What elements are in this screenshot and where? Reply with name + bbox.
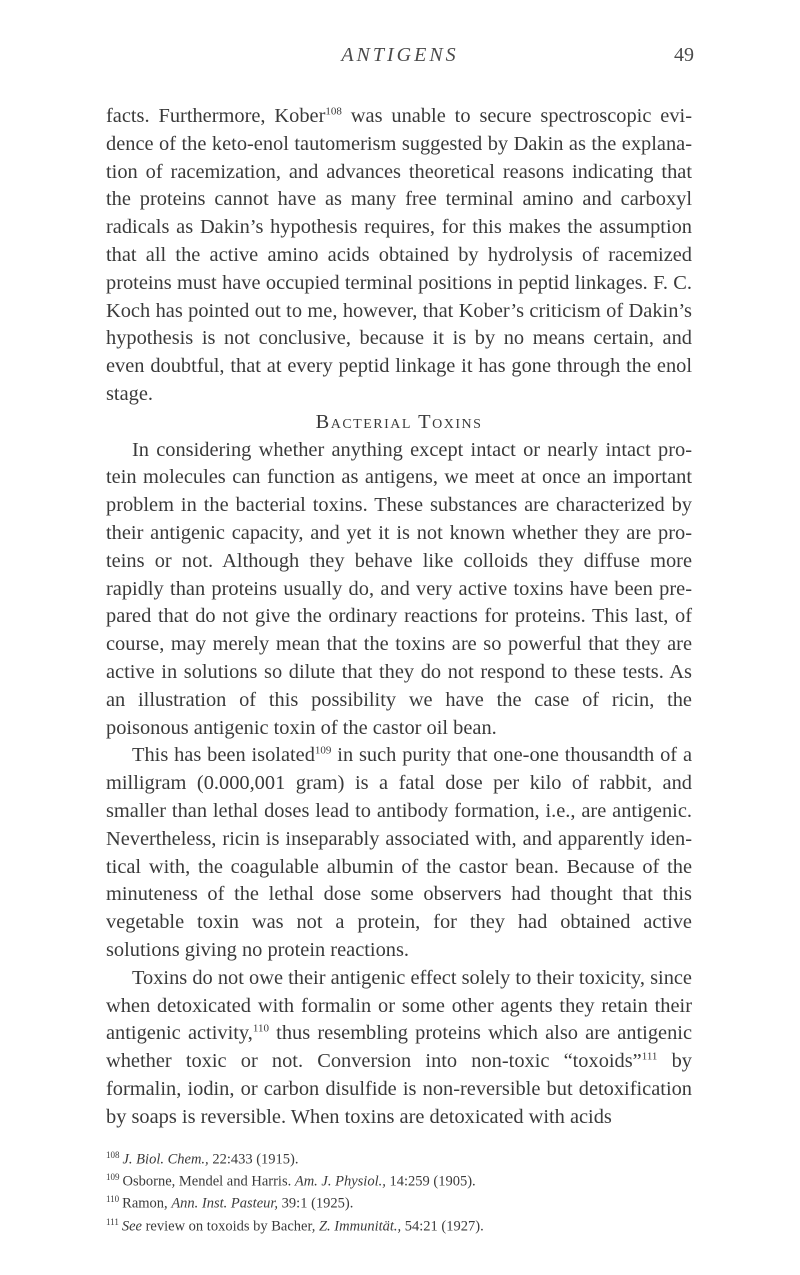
paragraph-continuation: facts. Furthermore, Kober$^{108}$ was unable to secure spectroscopic evidence of the keto-enol tautomerism suggested by Dakin as the explanation of racemization, and advances theoretical reasons indicating that the proteins cannot have as many free terminal amino and carboxyl radicals as Dakin’s hypothesis requires, for this makes the assumption that all the active amino acids obtained by hydrolysis of racemized proteins must have occupied terminal positions in peptid linkages. F. C. Koch has pointed out to me, however, that Kober’s criticism of Dakin’s hypothesis is not conclusive, because it is by no means certain, and even doubtful, that at every peptid linkage it has gone through the enol stage. bbox=[106, 105, 693, 405]
footnotes bbox=[106, 1147, 692, 1236]
body-text bbox=[106, 103, 692, 1131]
running-title: ANTIGENS bbox=[341, 44, 459, 66]
section-heading: Bacterial Toxins bbox=[315, 410, 483, 433]
footnote-ref-109: 109 bbox=[314, 744, 332, 757]
paragraph-bacterial-toxins: In considering whether anything except intact or nearly intact protein molecules can function as antigens, we meet at once an important problem in the bacterial toxins. These substances are characterized by their antigenic capacity, and yet it is not known whether they are proteins or not. Although they behave like colloids they diffuse more rapidly than proteins usually do, and very active toxins have been prepared that do not give the ordinary reactions for proteins. This last, of course, may merely mean that the toxins are so powerful that they are active in solutions so dilute that they do not respond to these tests. As an illustration of this possibility we have the case of ricin, the poisonous antigenic toxin of the castor oil bean. bbox=[106, 438, 692, 739]
footnote-111: $^{111}$ See review on toxoids by Bacher, Z. Immunität., 54:21 (1927). bbox=[106, 1216, 484, 1234]
footnote-110: $^{110}$ Ramon, Ann. Inst. Pasteur, 39:1 (1925). bbox=[106, 1194, 354, 1212]
paragraph-toxoids: Toxins do not owe their antigenic effect solely to their toxicity, since when detoxicated with formalin or some other agents they retain their antigenic activity,$^{110}$ thus resembling proteins which also are antigenic whether toxic or not. Conversion into non-toxic “toxoids”$^{111}$ by formalin, iodin, or carbon disulfide is non-reversible but detoxification by soaps is reversible. When toxins are detoxicated with acids bbox=[106, 966, 692, 1128]
footnote-ref-111: 111 bbox=[641, 1050, 658, 1063]
footnote-ref-110: 110 bbox=[252, 1022, 269, 1035]
paragraph-ricin: This has been isolated$^{109}$ in such purity that one-one thousandth of a milligram (0.000,001 gram) is a fatal dose per kilo of rabbit, and smaller than lethal doses lead to antibody formation, i.e., are antigenic. Nevertheless, ricin is inseparably associated with, and apparently identical with, the coagulable albumin of the castor bean. Because of the minuteness of the lethal dose some observers had thought that this vegetable toxin was not a protein, for they had obtained active solutions giving no protein reactions. bbox=[106, 744, 692, 961]
page-header bbox=[0, 44, 800, 74]
footnote-108: $^{108}$ J. Biol. Chem., 22:433 (1915). bbox=[106, 1150, 299, 1168]
footnote-ref-108: 108 bbox=[325, 105, 342, 118]
page-number: 49 bbox=[674, 44, 694, 66]
footnote-109: $^{109}$ Osborne, Mendel and Harris. Am. J. Physiol., 14:259 (1905). bbox=[106, 1172, 476, 1190]
